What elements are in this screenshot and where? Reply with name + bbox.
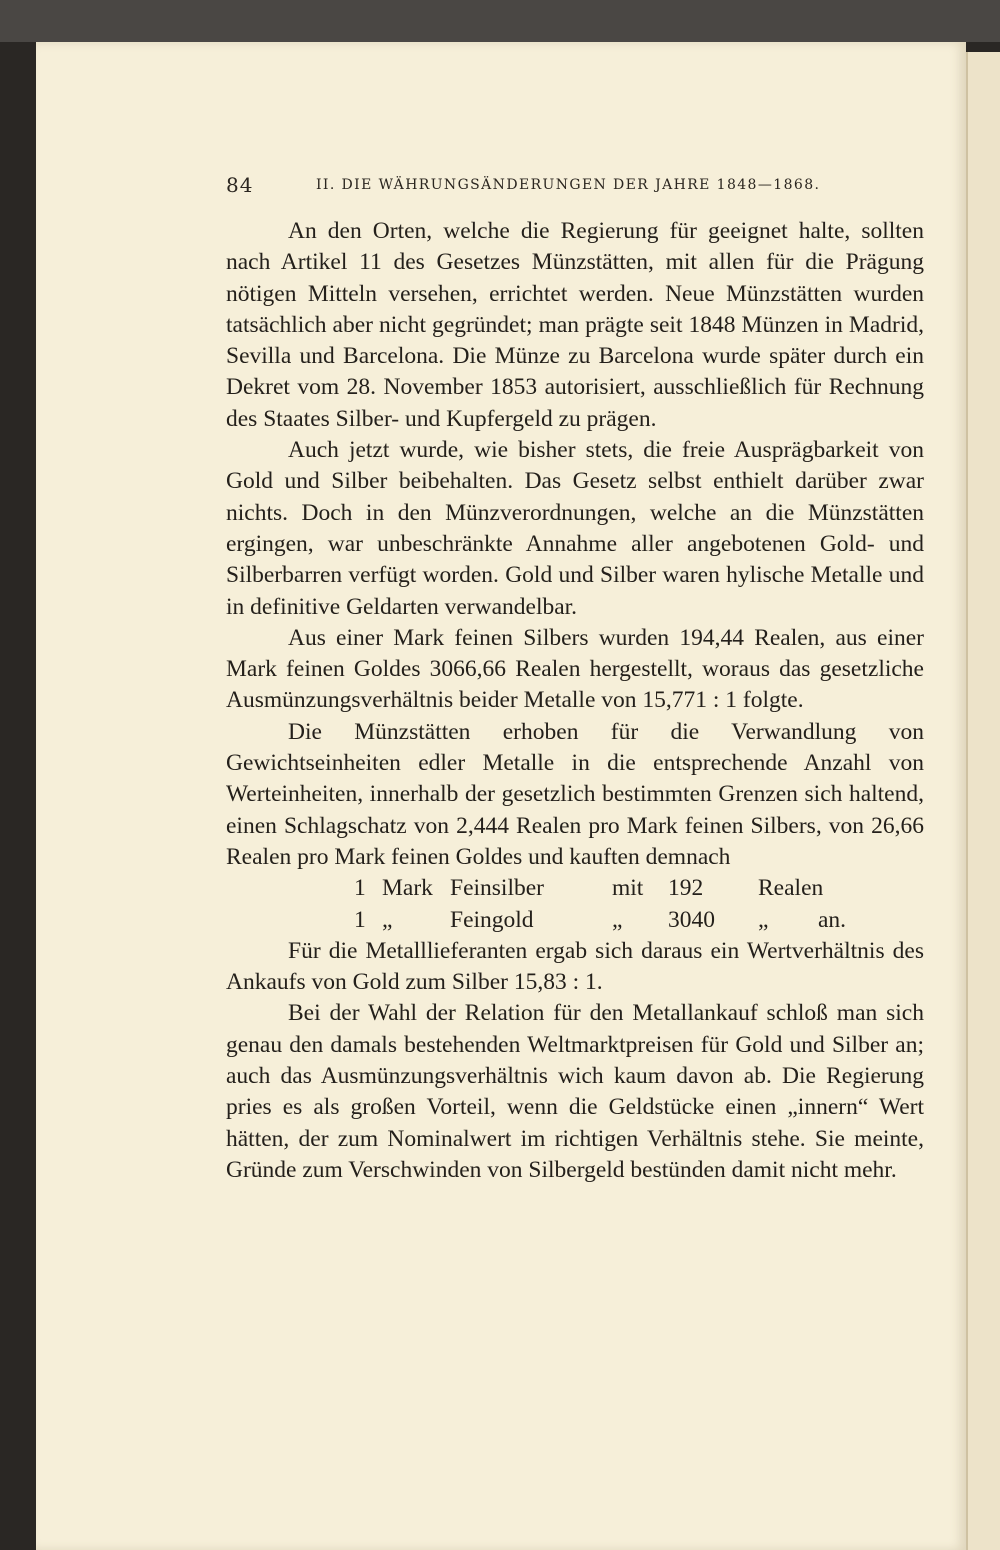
table-cell: Feinsilber bbox=[450, 875, 544, 902]
table-cell: 1 bbox=[354, 906, 366, 933]
table-cell: 1 bbox=[354, 875, 366, 902]
table-cell: Mark bbox=[382, 875, 433, 902]
body-text bbox=[226, 216, 924, 1186]
table-row bbox=[354, 905, 924, 936]
table-cell bbox=[818, 873, 858, 904]
paragraph: An den Orten, welche die Regierung für geeignet halte, sollten nach Artikel 11 des Gesetzes Münzstätten, mit allen für die Prägung nötigen Mitteln versehen, errichtet werden. Neue Münzstätten wurden tatsächlich aber nicht gegründet; man prägte seit 1848 Münzen in Madrid, Sevilla und Barcelona. Die Münze zu Barcelona wurde später durch ein Dekret vom 28. November 1853 autorisiert, ausschließlich für Rechnung des Staates Silber- und Kupfergeld zu prägen. bbox=[226, 218, 924, 432]
table-cell: an. bbox=[818, 906, 847, 933]
table-cell: 192 bbox=[668, 875, 704, 902]
table-cell: „ bbox=[612, 906, 623, 933]
paragraph: Auch jetzt wurde, wie bisher stets, die freie Ausprägbarkeit von Gold und Silber beibehalten. Das Gesetz selbst enthielt darüber zwar nichts. Doch in den Münzverordnungen, welche an die Münzstätten ergingen, war unbeschränkte Annahme aller angebotenen Gold- und Silberbarren verfügt worden. Gold und Silber waren hylische Metalle und in definitive Geldarten verwandelbar. bbox=[226, 437, 924, 620]
page-number: 84 bbox=[226, 173, 254, 197]
chapter-header-title: II. DIE WÄHRUNGSÄNDERUNGEN DER JAHRE 1848—1868. bbox=[316, 177, 821, 193]
table-cell: „ bbox=[758, 906, 769, 933]
running-head bbox=[226, 173, 926, 203]
table-cell: mit bbox=[612, 875, 644, 902]
scan-background-top bbox=[0, 0, 1000, 42]
adjacent-page-edge bbox=[966, 52, 1000, 1550]
paragraph: Bei der Wahl der Relation für den Metallankauf schloß man sich genau den damals bestehenden Weltmarktpreisen für Gold und Silber an; auch das Ausmünzungsverhältnis wich kaum davon ab. Die Regierung pries es als großen Vorteil, wenn die Geldstücke einen „innern“ Wert hätten, der zum Nominalwert im richtigen Verhältnis stehe. Sie meinte, Gründe zum Verschwinden von Silbergeld bestünden damit nicht mehr. bbox=[226, 1000, 924, 1183]
paragraph: Die Münzstätten erhoben für die Verwandlung von Gewichtseinheiten edler Metalle in die entsprechende Anzahl von Werteinheiten, innerhalb der gesetzlich bestimmten Grenzen sich haltend, einen Schlagschatz von 2,444 Realen pro Mark feinen Silbers, von 26,66 Realen pro Mark feinen Goldes und kauften demnach bbox=[226, 718, 924, 870]
paragraph: Aus einer Mark feinen Silbers wurden 194,44 Realen, aus einer Mark feinen Goldes 3066,66 Realen hergestellt, woraus das gesetzliche Ausmünzungsverhältnis beider Metalle von 15,771 : 1 folgte. bbox=[226, 624, 924, 714]
purchase-price-table bbox=[226, 873, 924, 936]
table-row bbox=[354, 873, 924, 904]
table-cell: Realen bbox=[758, 875, 824, 902]
paragraph: Für die Metalllieferanten ergab sich daraus ein Wertverhältnis des Ankaufs von Gold zum Silber 15,83 : 1. bbox=[226, 937, 924, 996]
table-cell: 3040 bbox=[668, 906, 715, 933]
table-cell: Feingold bbox=[450, 906, 534, 933]
table-cell: „ bbox=[382, 906, 393, 933]
